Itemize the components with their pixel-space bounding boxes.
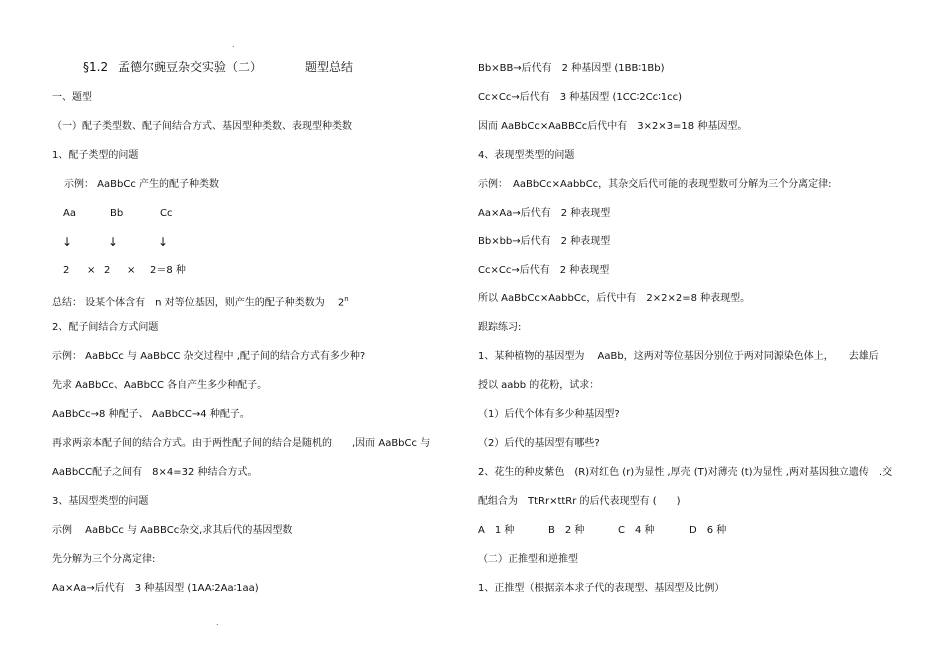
question-1-part-1: （1）后代个体有多少种基因型? (478, 409, 620, 420)
text-line: Bb×bb→后代有 2 种表现型 (478, 236, 611, 247)
gene-bb: Bb (110, 208, 124, 219)
example-2: 示例： AaBbCc 与 AaBbCC 杂交过程中 ,配子间的结合方式有多少种? (52, 351, 366, 362)
times-sign: × (127, 265, 136, 276)
arrow-down-icon: ↓ (62, 235, 73, 249)
gene-aa: Aa (63, 208, 76, 219)
page-mark-top: . (232, 40, 235, 49)
example-3: 示例 AaBbCc 与 AaBBCc杂交,求其后代的基因型数 (52, 525, 293, 536)
page-mark-bottom: . (216, 618, 219, 627)
count-a: 2 (63, 265, 70, 276)
page-title: 孟德尔豌豆杂交实验（二） (118, 60, 263, 74)
heading-question-types: 一、题型 (52, 92, 92, 103)
option-d: D 6 种 (689, 525, 727, 536)
text-line: AaBbCC配子之间有 8×4=32 种结合方式。 (52, 467, 258, 478)
option-a: A 1 种 (478, 525, 515, 536)
option-c: C 4 种 (618, 525, 655, 536)
summary-line (52, 292, 349, 310)
example-4: 示例： AaBbCc×AabbCc，其杂交后代可能的表现型数可分解为三个分离定律: (478, 179, 832, 190)
heading-3: 3、基因型类型的问题 (52, 496, 149, 507)
text-line: Bb×BB→后代有 2 种基因型 (1BB∶1Bb) (478, 63, 665, 74)
text-line: 再求两亲本配子间的结合方式。由于两性配子间的结合是随机的 ,因而 AaBbCc 与 (52, 438, 431, 449)
question-2-cont: 配组合为 TtRr×ttRr 的后代表现型有 ( ) (478, 496, 681, 507)
heading-forward: 1、正推型（根据亲本求子代的表现型、基因型及比例） (478, 583, 725, 594)
text-line: AaBbCc→8 种配子、 AaBbCC→4 种配子。 (52, 409, 250, 420)
times-sign: × (87, 265, 96, 276)
text-line: Aa×Aa→后代有 3 种基因型 (1AA∶2Aa∶1aa) (52, 583, 259, 594)
text-line: 所以 AaBbCc×AabbCc，后代中有 2×2×2=8 种表现型。 (478, 293, 751, 304)
count-result: 2＝8 种 (150, 265, 186, 276)
heading-gamete-types: （一）配子类型数、配子间结合方式、基因型种类数、表现型种类数 (52, 121, 352, 132)
page-subtitle: 题型总结 (305, 60, 354, 74)
arrow-down-icon: ↓ (108, 235, 119, 249)
section-number: §1.2 (83, 60, 109, 74)
text-line: Aa×Aa→后代有 2 种表现型 (478, 208, 611, 219)
question-1: 1、某种植物的基因型为 AaBb，这两对等位基因分别位于两对同源染色体上， 去雄后 (478, 351, 879, 362)
heading-2: 2、配子间结合方式问题 (52, 322, 159, 333)
text-line: Cc×Cc→后代有 3 种基因型 (1CC∶2Cc∶1cc) (478, 92, 682, 103)
practice-heading: 跟踪练习: (478, 322, 522, 333)
question-2: 2、花生的种皮紫色 (R)对红色 (r)为显性 ,厚壳 (T)对薄壳 (t)为显性 ,两对基因独立遗传 .交 (478, 467, 893, 478)
arrow-down-icon: ↓ (158, 235, 169, 249)
count-b: 2 (104, 265, 111, 276)
summary-exponent: n (344, 295, 349, 303)
heading-forward-reverse: （二）正推型和逆推型 (478, 554, 578, 565)
option-b: B 2 种 (548, 525, 585, 536)
question-1-part-2: （2）后代的基因型有哪些? (478, 438, 600, 449)
summary-text: 总结： 设某个体含有 n 对等位基因，则产生的配子种类数为 2 (52, 297, 345, 309)
text-line: 因而 AaBbCc×AaBBCc后代中有 3×2×3=18 种基因型。 (478, 121, 748, 132)
question-1-cont: 授以 aabb 的花粉，试求： (478, 380, 600, 391)
text-line: Cc×Cc→后代有 2 种表现型 (478, 265, 610, 276)
example-1: 示例： AaBbCc 产生的配子种类数 (64, 179, 220, 190)
text-line: 先分解为三个分离定律: (52, 554, 156, 565)
heading-1: 1、配子类型的问题 (52, 150, 139, 161)
gene-cc: Cc (160, 208, 173, 219)
text-line: 先求 AaBbCc、AaBbCC 各自产生多少种配子。 (52, 380, 268, 391)
heading-4: 4、表现型类型的问题 (478, 150, 575, 161)
